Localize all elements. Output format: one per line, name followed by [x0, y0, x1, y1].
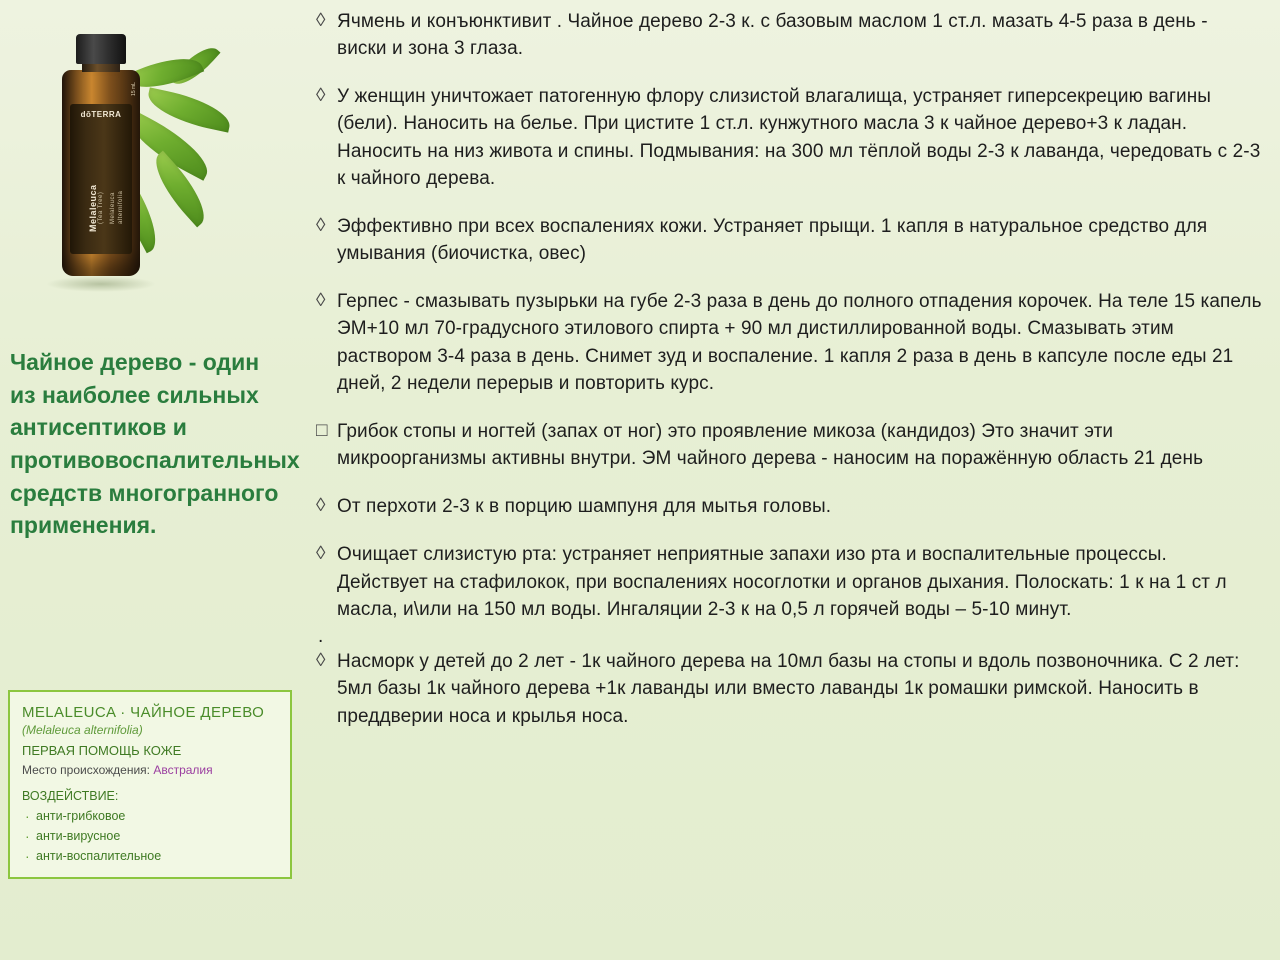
- page-title: Чайное дерево - один из наиболее сильных антисептиков и противовоспалительных средств многогранного применения.: [10, 349, 300, 539]
- water-drop-icon: ◊: [316, 214, 326, 236]
- list-item: · анти-вирусное: [22, 829, 278, 843]
- bottle-cap: [76, 34, 126, 64]
- paragraph-text: Очищает слизистую рта: устраняет неприятные запахи изо рта и воспалительные процессы. Действует на стафилокок, при воспалениях носоглотки и органов дыхания. Полоскать: 1 к на 1 ст л масла, и\или на 150 мл воды. Ингаляции 2-3 к на 0,5 л горячей воды – 5-10 минут.: [337, 544, 1227, 620]
- card-first-aid: ПЕРВАЯ ПОМОЩЬ КОЖЕ: [22, 743, 182, 758]
- product-info-card: [8, 690, 292, 879]
- usage-paragraph: [316, 8, 1262, 62]
- usage-paragraph: [316, 648, 1262, 729]
- brand-name: dōTERRA: [80, 110, 122, 119]
- paragraph-text: Ячмень и конъюнктивит . Чайное дерево 2-3 к. с базовым маслом 1 ст.л. мазать 4-5 раза в день - виски и зона 3 глаза.: [337, 11, 1208, 60]
- water-drop-icon: ◊: [316, 495, 326, 517]
- oil-name-english: (Tea Tree): [98, 191, 104, 224]
- water-drop-icon: ◊: [316, 650, 326, 672]
- product-image: [0, 0, 300, 320]
- paragraph-text: Эффективно при всех воспалениях кожи. Устраняет прыщи. 1 капля в натуральное средство для умывания (биочистка, овес): [337, 215, 1208, 265]
- water-drop-icon: ◊: [316, 10, 326, 31]
- water-drop-icon: ◊: [316, 290, 326, 312]
- usage-paragraph: [316, 288, 1262, 397]
- water-drop-icon: ◊: [316, 85, 326, 107]
- bottle-label: [70, 104, 132, 254]
- list-item: · анти-грибковое: [22, 809, 278, 823]
- usage-paragraph: [316, 83, 1262, 192]
- card-origin: [22, 763, 278, 777]
- oil-name: Melaleuca: [88, 184, 98, 232]
- paragraph-text: Герпес - смазывать пузырьки на губе 2-3 раза в день до полного отпадения корочек. На теле 15 капель ЭМ+10 мл 70-градусного этилового спирта + 90 мл дистиллированной воды. Смазывать этим раствором 3-4 раза в день. Снимет зуд и воспаление. 1 капля 2 раза в день в капсуле после еды 21 дней, 2 недели перерыв и повторить курс.: [337, 291, 1262, 394]
- bottle-size: 15 mL: [131, 82, 138, 96]
- paragraph-text: У женщин уничтожает патогенную флору слизистой влагалища, устраняет гиперсекрецию вагины (бели). Наносить на белье. При цистите 1 ст.л. кунжутного масла 3 к чайное дерево+3 к ладан. Наносить на низ живота и спины. Подмывания: на 300 мл тёплой воды 2-3 к лаванда, чередовать с 2-3 к чайного дерева.: [337, 86, 1261, 189]
- card-origin-label: Место происхождения:: [22, 763, 150, 777]
- water-drop-icon: ◊: [316, 543, 326, 565]
- paragraph-text: Грибок стопы и ногтей (запах от ног) это проявление микоза (кандидоз) Это значит эти микроорганизмы активны внутри. ЭМ чайного дерева - наносим на поражённую область 21 день: [337, 420, 1204, 470]
- essential-oil-bottle: [58, 34, 144, 284]
- card-latin-name: (Melaleuca alternifolia): [22, 723, 143, 737]
- oil-latin-genus: Melaleuca: [110, 192, 116, 224]
- list-item: · анти-воспалительное: [22, 849, 278, 863]
- usage-paragraph: [316, 541, 1262, 622]
- bottle-shadow: [46, 276, 156, 292]
- paragraph-text: От перхоти 2-3 к в порцию шампуня для мытья головы.: [337, 496, 832, 518]
- usage-paragraph: [316, 418, 1262, 472]
- content-column: [300, 0, 1280, 960]
- left-column: [0, 0, 300, 960]
- card-origin-value: Австралия: [153, 763, 213, 777]
- usage-paragraph: [316, 213, 1262, 267]
- paragraph-text: Насморк у детей до 2 лет - 1к чайного дерева на 10мл базы на стопы и вдоль позвоночника. С 2 лет: 5мл базы 1к чайного дерева +1к лаванды или вместо лаванды 1к ромашки римской. Наносить в преддверии носа и крылья носа.: [337, 651, 1240, 727]
- oil-latin-species: alternifolia: [118, 190, 124, 224]
- usage-paragraph: [316, 493, 1262, 520]
- card-effects-title: ВОЗДЕЙСТВИЕ:: [22, 789, 119, 803]
- square-bullet-icon: □: [316, 419, 328, 441]
- card-effects-list: [22, 809, 278, 863]
- card-title: MELALEUCA · ЧАЙНОЕ ДЕРЕВО: [22, 704, 265, 721]
- stray-period: .: [318, 625, 324, 647]
